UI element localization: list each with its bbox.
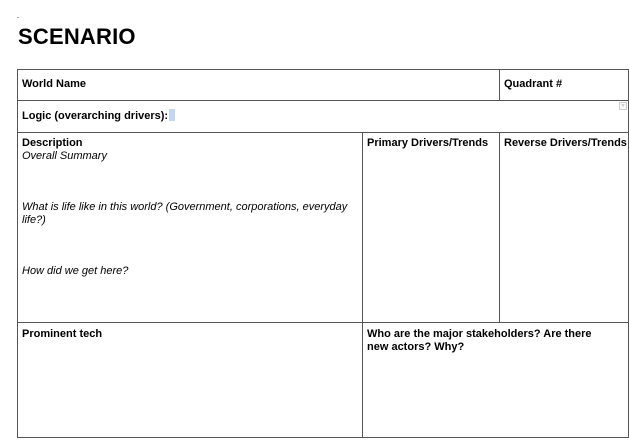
overall-summary-text: Overall Summary xyxy=(22,150,107,162)
text-selection-highlight xyxy=(169,109,175,121)
logic-cell[interactable] xyxy=(17,100,629,133)
reverse-drivers-cell[interactable] xyxy=(499,132,629,323)
prominent-tech-label: Prominent tech xyxy=(22,328,103,340)
reverse-drivers-label: Reverse Drivers/Trends xyxy=(504,137,627,149)
world-name-label: World Name xyxy=(22,78,86,90)
cursor-mark xyxy=(17,17,19,18)
page-title: SCENARIO xyxy=(18,24,136,49)
how-question-text: How did we get here? xyxy=(22,265,129,277)
primary-drivers-cell[interactable] xyxy=(362,132,500,323)
stakeholders-question: Who are the major stakeholders? Are there new actors? Why? xyxy=(367,328,592,353)
life-question-text: What is life like in this world? (Government, corporations, everyday life?) xyxy=(22,201,348,226)
logic-label: Logic (overarching drivers): xyxy=(22,110,169,122)
prominent-tech-cell[interactable] xyxy=(17,322,363,438)
quadrant-label: Quadrant # xyxy=(504,78,563,90)
description-label: Description xyxy=(22,137,83,149)
description-cell[interactable] xyxy=(17,132,363,323)
world-name-cell[interactable] xyxy=(17,69,500,101)
cell-options-icon[interactable]: ▿ xyxy=(619,102,627,110)
quadrant-cell[interactable] xyxy=(499,69,629,101)
stakeholders-cell[interactable] xyxy=(362,322,629,438)
primary-drivers-label: Primary Drivers/Trends xyxy=(367,137,489,149)
